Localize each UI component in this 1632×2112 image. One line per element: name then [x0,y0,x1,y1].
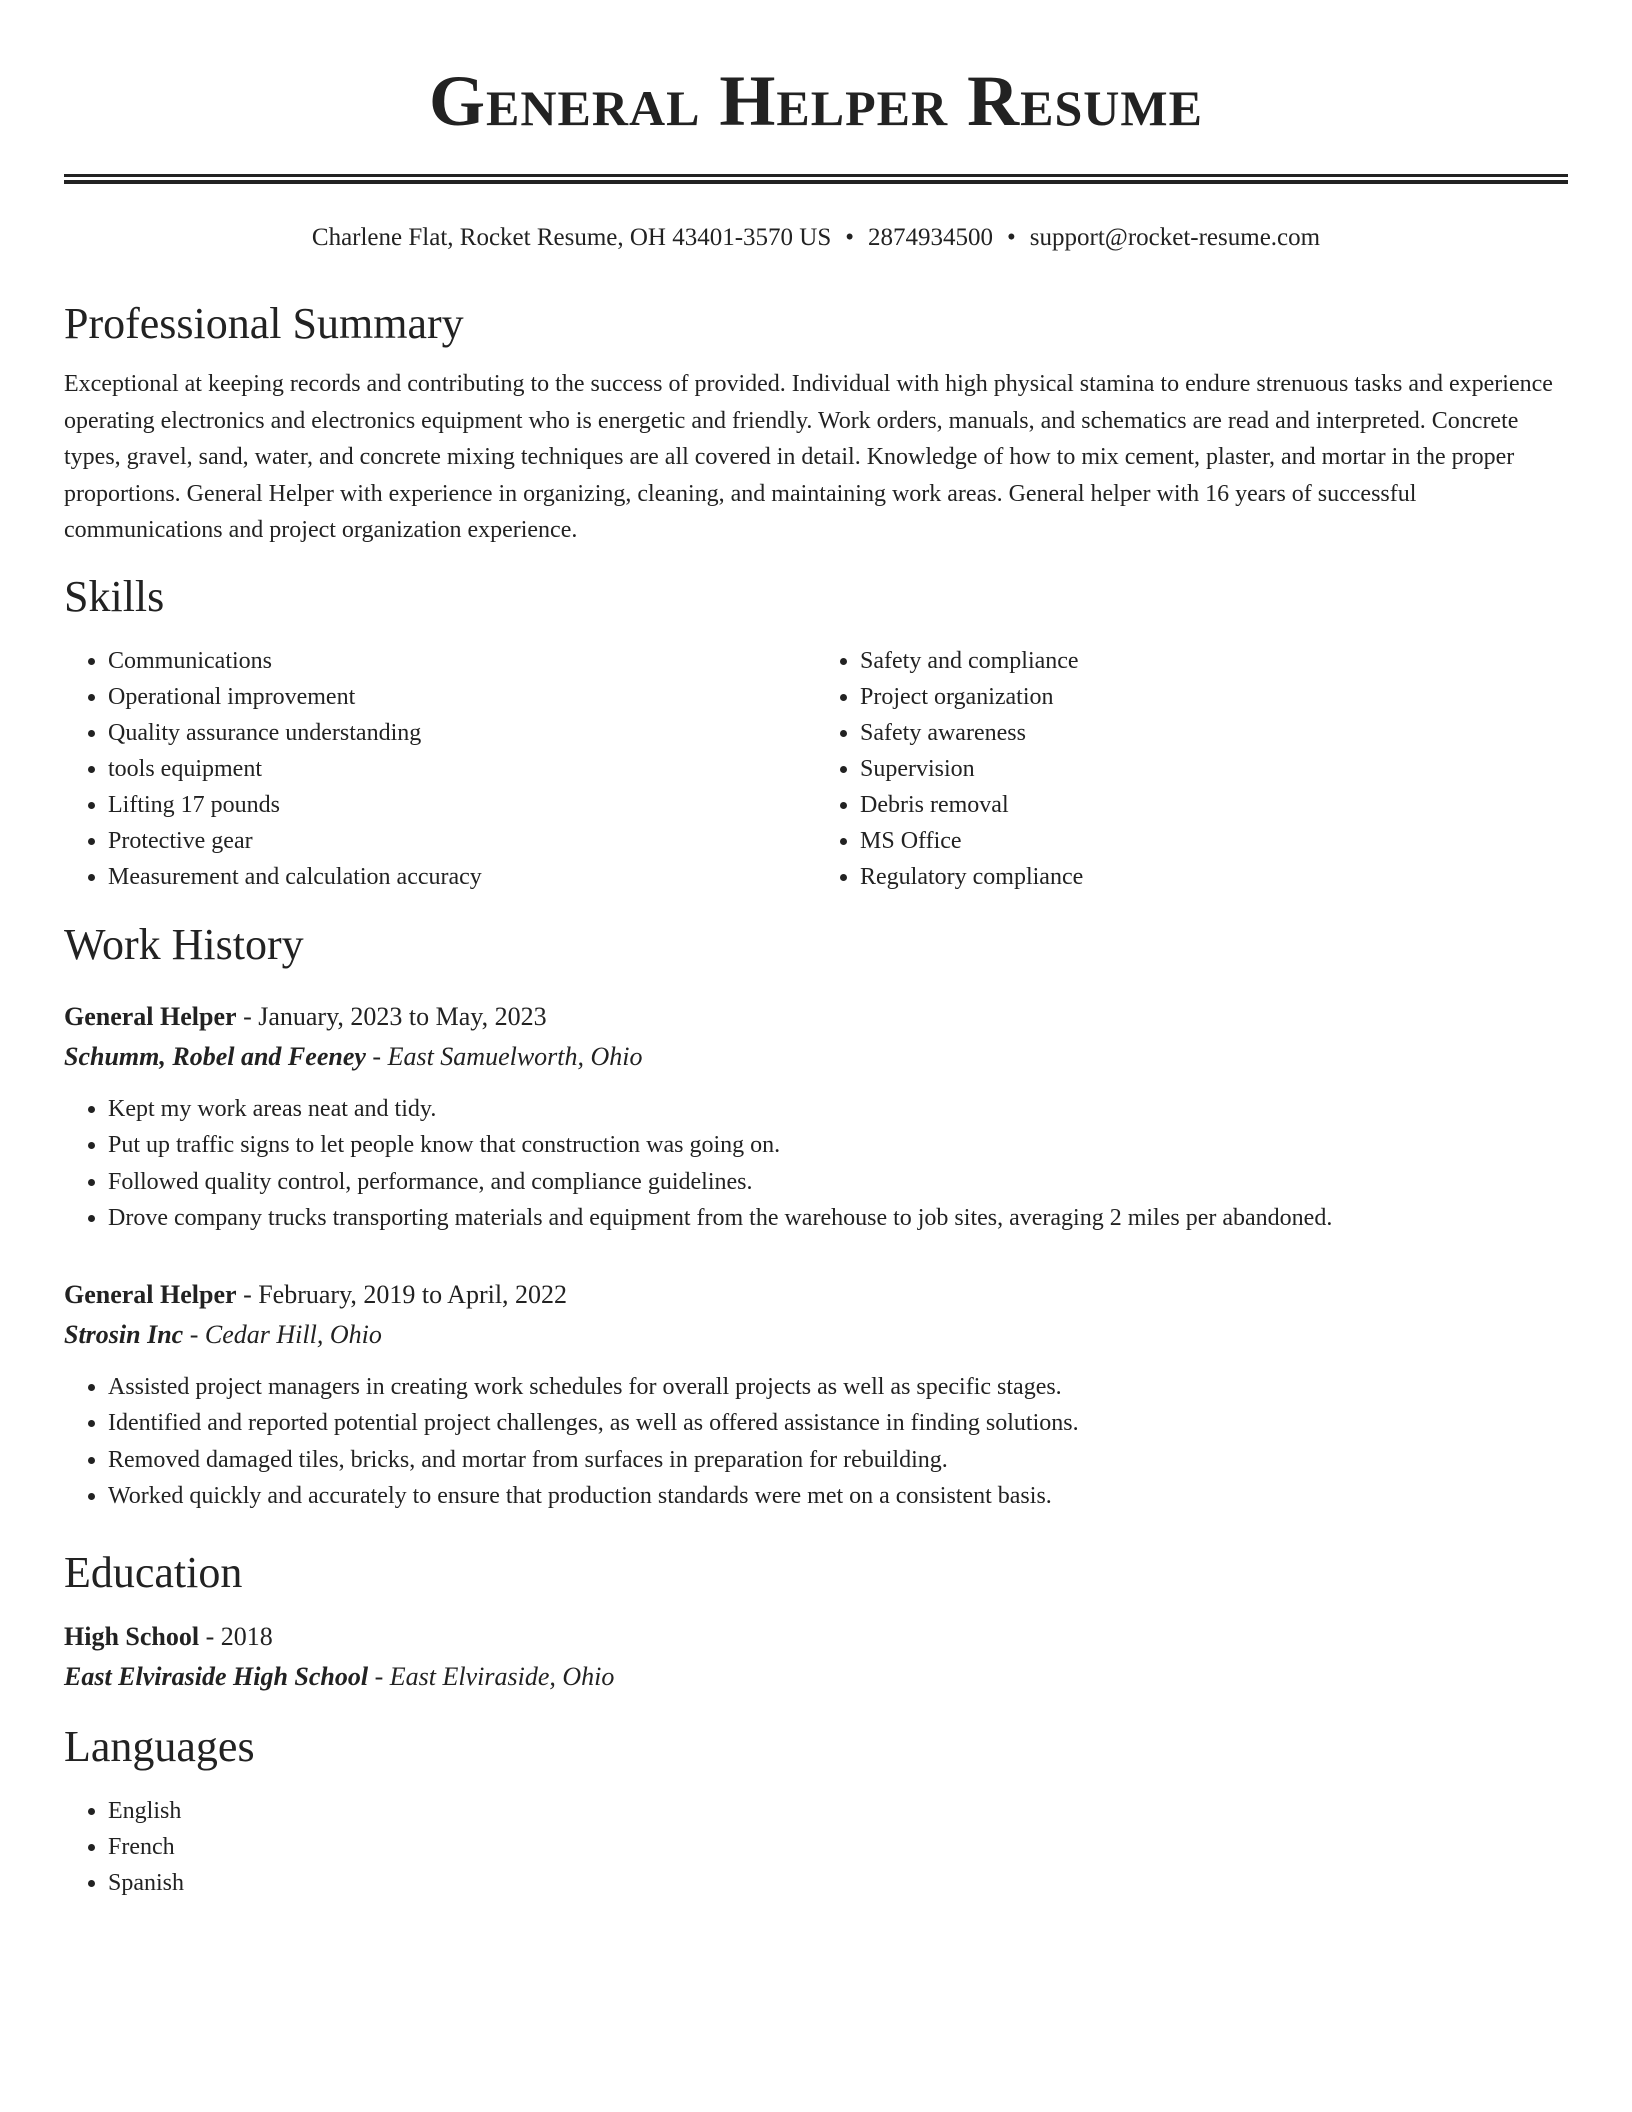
job-employer [64,1037,1568,1077]
job-duty: • Removed damaged tiles, bricks, and mortar from surfaces in preparation for rebuilding. [108,1442,1568,1479]
job-title: General Helper [64,1001,237,1031]
skill-item: • Debris removal [860,787,1568,823]
work-history-heading: Work History [64,919,304,969]
job-company: Strosin Inc [64,1319,184,1349]
job-duty: • Drove company trucks transporting materials and equipment from the warehouse to job sites, averaging 2 miles per abandoned. [108,1200,1568,1237]
contact-line [64,222,1568,254]
skill-item: • Project organization [860,679,1568,715]
job-header [64,1275,1568,1315]
job-entry [64,997,1568,1237]
skills-heading: Skills [64,571,165,621]
skills-columns [64,643,1568,895]
skill-item: • MS Office [860,823,1568,859]
contact-address: Charlene Flat, Rocket Resume, OH 43401-3570 US [311,224,832,251]
skill-item: • Regulatory compliance [860,859,1568,895]
skill-item: • Protective gear [108,823,816,859]
contact-phone: 2874934500 [868,224,994,251]
skill-item: • tools equipment [108,751,816,787]
education-header [64,1617,1568,1657]
skill-item: • Safety awareness [860,715,1568,751]
job-duty: • Followed quality control, performance, and compliance guidelines. [108,1164,1568,1201]
job-location: - East Samuelworth, Ohio [365,1041,643,1071]
language-item: • English [108,1793,1568,1829]
languages-list [64,1793,1568,1901]
job-employer [64,1315,1568,1355]
job-location: - Cedar Hill, Ohio [183,1319,382,1349]
education-degree: High School [64,1621,200,1651]
job-duties [64,1369,1568,1515]
job-duties [64,1091,1568,1237]
language-item: • French [108,1829,1568,1865]
job-header [64,997,1568,1037]
skill-item: • Operational improvement [108,679,816,715]
job-company: Schumm, Robel and Feeney [64,1041,366,1071]
education-heading: Education [64,1547,243,1597]
title-double-rule [64,174,1568,184]
job-duty: • Identified and reported potential project challenges, as well as offered assistance in finding solutions. [108,1405,1568,1442]
education-location: - East Elviraside, Ohio [368,1661,615,1691]
languages-heading: Languages [64,1721,255,1771]
contact-separator: • [845,224,855,251]
skill-item: • Lifting 17 pounds [108,787,816,823]
job-duty: • Kept my work areas neat and tidy. [108,1091,1568,1128]
job-entry [64,1275,1568,1515]
skills-list-left [64,643,816,895]
job-dates: - February, 2019 to April, 2022 [236,1279,568,1309]
job-duty: • Worked quickly and accurately to ensure that production standards were met on a consistent basis. [108,1478,1568,1515]
resume-title: General Helper Resume [429,61,1203,141]
job-title: General Helper [64,1279,237,1309]
skills-list-right [816,643,1568,895]
job-duty: • Assisted project managers in creating work schedules for overall projects as well as specific stages. [108,1369,1568,1406]
skill-item: • Quality assurance understanding [108,715,816,751]
education-entry [64,1617,1568,1697]
education-year: - 2018 [199,1621,273,1651]
skill-item: • Safety and compliance [860,643,1568,679]
skill-item: • Communications [108,643,816,679]
language-item: • Spanish [108,1865,1568,1901]
summary-text: Exceptional at keeping records and contributing to the success of provided. Individual with high physical stamina to endure strenuous tasks and experience operating electronics and electronics equipment who is energetic and friendly. Work orders, manuals, and schematics are read and interpreted. Concrete types, gravel, sand, water, and concrete mixing techniques are all covered in detail. Knowledge of how to mix cement, plaster, and mortar in the proper proportions. General Helper with experience in organizing, cleaning, and maintaining work areas. General helper with 16 years of successful communications and project organization experience. [64,371,1553,543]
skill-item: • Measurement and calculation accuracy [108,859,816,895]
contact-email: support@rocket-resume.com [1029,224,1321,251]
skill-item: • Supervision [860,751,1568,787]
job-dates: - January, 2023 to May, 2023 [236,1001,547,1031]
summary-heading: Professional Summary [64,299,464,348]
contact-separator: • [1007,224,1016,251]
job-duty: • Put up traffic signs to let people know that construction was going on. [108,1127,1568,1164]
education-school-line [64,1657,1568,1697]
education-school: East Elviraside High School [64,1661,369,1691]
